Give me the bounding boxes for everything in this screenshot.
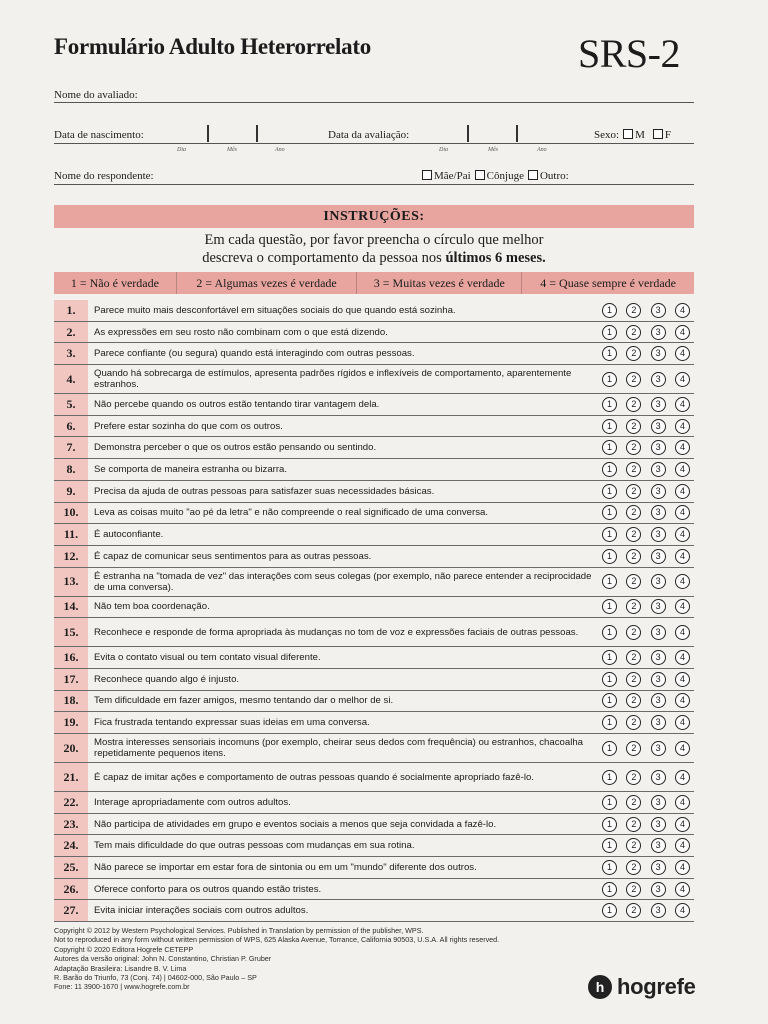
question-row (54, 691, 694, 713)
answer-options (602, 795, 694, 810)
question-row (54, 459, 694, 481)
answer-option-1[interactable]: 1 (602, 574, 617, 589)
question-number: 1. (54, 300, 88, 321)
question-text: Não tem boa coordenação. (94, 601, 210, 613)
question-number: 20. (54, 734, 88, 762)
answer-option-4[interactable]: 4 (675, 599, 690, 614)
answer-option-3[interactable]: 3 (651, 599, 666, 614)
answer-option-3[interactable]: 3 (651, 484, 666, 499)
question-row (54, 647, 694, 669)
answer-options (602, 903, 694, 918)
answer-option-4[interactable]: 4 (675, 741, 690, 756)
answer-option-4[interactable]: 4 (675, 770, 690, 785)
answer-option-2[interactable]: 2 (626, 715, 641, 730)
question-row (54, 857, 694, 879)
sex-label: Sexo: (594, 129, 620, 141)
answer-options (602, 527, 694, 542)
other-label: Outro: (539, 170, 569, 182)
scale-option-1: 1 = Não é verdade (70, 276, 159, 290)
instructions-period: últimos 6 meses. (445, 250, 546, 266)
answer-option-1[interactable]: 1 (602, 693, 617, 708)
question-number: 8. (54, 459, 88, 480)
answer-option-3[interactable]: 3 (651, 770, 666, 785)
answer-option-3[interactable]: 3 (651, 838, 666, 853)
question-text: Interage apropriadamente com outros adultos. (94, 796, 291, 808)
answer-option-4[interactable]: 4 (675, 303, 690, 318)
sex-m-checkbox[interactable] (623, 129, 633, 139)
question-text: Não parece se importar em estar fora de sintonia ou em um "mundo" diferente dos outros. (94, 861, 477, 873)
answer-option-3[interactable]: 3 (651, 574, 666, 589)
answer-option-2[interactable]: 2 (626, 549, 641, 564)
question-text: Reconhece e responde de forma apropriada às mudanças no tom de voz e expressões faciais de outras pessoas. (94, 626, 579, 638)
date-separator (516, 125, 518, 142)
answer-option-3[interactable]: 3 (651, 795, 666, 810)
answer-option-1[interactable]: 1 (602, 303, 617, 318)
answer-options (602, 372, 694, 387)
answer-options (602, 549, 694, 564)
question-text: Mostra interesses sensoriais incomuns (por exemplo, cheirar seus dedos com frequência) ou estranhos, chacoalha repetidamente pequenos itens. (94, 737, 583, 759)
answer-option-1[interactable]: 1 (602, 715, 617, 730)
answer-option-1[interactable]: 1 (602, 397, 617, 412)
question-number: 3. (54, 343, 88, 364)
scale-option-2: 2 = Algumas vezes é verdade (176, 272, 357, 294)
answer-option-1[interactable]: 1 (602, 882, 617, 897)
answer-option-4[interactable]: 4 (675, 574, 690, 589)
question-number: 18. (54, 691, 88, 712)
question-row (54, 568, 694, 597)
question-row (54, 524, 694, 546)
hogrefe-logo-text: hogrefe (617, 974, 696, 999)
answer-options (602, 484, 694, 499)
answer-option-4[interactable]: 4 (675, 715, 690, 730)
question-text: É capaz de imitar ações e comportamento de outras pessoas quando é socialmente apropriado fazê-lo. (94, 771, 534, 783)
parent-label: Mãe/Pai (434, 170, 471, 182)
instructions-line-1: Em cada questão, por favor preencha o círculo que melhor (204, 232, 544, 248)
answer-option-4[interactable]: 4 (675, 484, 690, 499)
question-number: 14. (54, 597, 88, 618)
footer-line: Fone: 11 3900-1670 | www.hogrefe.com.br (54, 982, 190, 992)
answer-options (602, 574, 694, 589)
answer-option-4[interactable]: 4 (675, 882, 690, 897)
question-number: 26. (54, 879, 88, 900)
instructions-text (54, 231, 694, 267)
question-row (54, 416, 694, 438)
answer-option-2[interactable]: 2 (626, 625, 641, 640)
answer-option-2[interactable]: 2 (626, 484, 641, 499)
spouse-label: Cônjuge (486, 170, 524, 182)
divider (54, 184, 694, 185)
answer-option-2[interactable]: 2 (626, 574, 641, 589)
hogrefe-logo (588, 974, 696, 1000)
question-row (54, 900, 694, 922)
question-number: 24. (54, 835, 88, 856)
answer-option-4[interactable]: 4 (675, 817, 690, 832)
question-text: Parece confiante (ou segura) quando está interagindo com outras pessoas. (94, 348, 415, 360)
answer-option-2[interactable]: 2 (626, 795, 641, 810)
answer-option-3[interactable]: 3 (651, 346, 666, 361)
answer-option-1[interactable]: 1 (602, 903, 617, 918)
response-scale (54, 272, 694, 294)
answer-options (602, 419, 694, 434)
birth-year-hint: Ano (275, 147, 285, 153)
instructions-title: INSTRUÇÕES: (54, 205, 694, 228)
answer-options (602, 693, 694, 708)
answer-options (602, 346, 694, 361)
answer-options (602, 599, 694, 614)
question-number: 4. (54, 365, 88, 393)
answer-option-1[interactable]: 1 (602, 770, 617, 785)
question-number: 6. (54, 416, 88, 437)
divider (54, 102, 694, 103)
answer-option-3[interactable]: 3 (651, 672, 666, 687)
answer-option-2[interactable]: 2 (626, 817, 641, 832)
answer-option-1[interactable]: 1 (602, 527, 617, 542)
birth-date-label: Data de nascimento: (54, 129, 144, 141)
question-text: Oferece conforto para os outros quando estão tristes. (94, 883, 322, 895)
answer-option-4[interactable]: 4 (675, 397, 690, 412)
form-title: Formulário Adulto Heterorrelato (54, 34, 371, 59)
question-row (54, 481, 694, 503)
question-text: Não participa de atividades em grupo e eventos sociais a menos que seja convidada a fazê-lo. (94, 818, 497, 830)
answer-options (602, 770, 694, 785)
answer-option-2[interactable]: 2 (626, 527, 641, 542)
birth-month-hint: Mês (227, 147, 237, 153)
answer-option-1[interactable]: 1 (602, 419, 617, 434)
eval-date-label: Data da avaliação: (328, 129, 410, 141)
question-row (54, 669, 694, 691)
footer-line: Autores da versão original: John N. Constantino, Christian P. Gruber (54, 954, 272, 964)
spouse-checkbox[interactable] (475, 170, 485, 180)
date-separator (467, 125, 469, 142)
answer-option-1[interactable]: 1 (602, 860, 617, 875)
question-row (54, 618, 694, 647)
copyright-footer (54, 926, 614, 992)
answer-option-1[interactable]: 1 (602, 817, 617, 832)
birth-day-hint: Dia (177, 147, 186, 153)
question-number: 15. (54, 618, 88, 646)
question-number: 13. (54, 568, 88, 596)
answer-option-4[interactable]: 4 (675, 419, 690, 434)
answer-option-3[interactable]: 3 (651, 860, 666, 875)
question-text: É capaz de comunicar seus sentimentos para as outras pessoas. (94, 550, 372, 562)
answer-option-2[interactable]: 2 (626, 599, 641, 614)
answer-option-3[interactable]: 3 (651, 625, 666, 640)
answer-option-3[interactable]: 3 (651, 741, 666, 756)
answer-option-3[interactable]: 3 (651, 397, 666, 412)
answer-option-1[interactable]: 1 (602, 838, 617, 853)
answer-option-3[interactable]: 3 (651, 303, 666, 318)
answer-option-3[interactable]: 3 (651, 462, 666, 477)
answer-option-2[interactable]: 2 (626, 650, 641, 665)
scale-option-4: 4 = Quase sempre é verdade (521, 272, 694, 294)
answer-options (602, 838, 694, 853)
question-row (54, 437, 694, 459)
question-row (54, 734, 694, 763)
question-number: 16. (54, 647, 88, 668)
answer-options (602, 650, 694, 665)
answer-option-2[interactable]: 2 (626, 672, 641, 687)
question-row (54, 365, 694, 394)
answer-option-4[interactable]: 4 (675, 693, 690, 708)
answer-options (602, 741, 694, 756)
answer-option-3[interactable]: 3 (651, 325, 666, 340)
answer-options (602, 440, 694, 455)
divider (54, 143, 694, 144)
answer-option-3[interactable]: 3 (651, 817, 666, 832)
question-row (54, 546, 694, 568)
question-row (54, 879, 694, 901)
sex-m-label: M (635, 129, 645, 141)
answer-options (602, 672, 694, 687)
form-code: SRS-2 (578, 31, 680, 76)
answer-options (602, 462, 694, 477)
evaluated-name-label: Nome do avaliado: (54, 89, 138, 101)
answer-option-3[interactable]: 3 (651, 715, 666, 730)
answer-option-4[interactable]: 4 (675, 549, 690, 564)
question-number: 10. (54, 503, 88, 524)
question-text: Prefere estar sozinha do que com os outros. (94, 420, 283, 432)
question-text: Precisa da ajuda de outras pessoas para satisfazer suas necessidades básicas. (94, 485, 435, 497)
question-row (54, 835, 694, 857)
question-text: É autoconfiante. (94, 529, 164, 541)
answer-options (602, 303, 694, 318)
question-row (54, 814, 694, 836)
question-number: 22. (54, 792, 88, 813)
other-checkbox[interactable] (528, 170, 538, 180)
answer-option-2[interactable]: 2 (626, 462, 641, 477)
answer-options (602, 625, 694, 640)
question-text: Evita o contato visual ou tem contato visual diferente. (94, 652, 321, 664)
answer-option-1[interactable]: 1 (602, 325, 617, 340)
answer-option-1[interactable]: 1 (602, 505, 617, 520)
question-number: 27. (54, 900, 88, 921)
answer-option-1[interactable]: 1 (602, 672, 617, 687)
answer-option-3[interactable]: 3 (651, 903, 666, 918)
answer-option-1[interactable]: 1 (602, 741, 617, 756)
question-number: 12. (54, 546, 88, 567)
footer-line: Adaptação Brasileira: Lisandre B. V. Lima (54, 963, 187, 973)
answer-option-4[interactable]: 4 (675, 505, 690, 520)
question-text: Parece muito mais desconfortável em situações sociais do que quando está sozinha. (94, 304, 456, 316)
footer-line: Copyright © 2012 by Western Psychological Services. Published in Translation by permission of the publisher, WPS. (54, 926, 424, 935)
answer-option-3[interactable]: 3 (651, 882, 666, 897)
answer-option-1[interactable]: 1 (602, 484, 617, 499)
question-text: Demonstra perceber o que os outros estão pensando ou sentindo. (94, 442, 377, 454)
answer-options (602, 325, 694, 340)
answer-option-4[interactable]: 4 (675, 325, 690, 340)
instructions-line-2-text: descreva o comportamento da pessoa nos (202, 250, 446, 266)
answer-option-4[interactable]: 4 (675, 625, 690, 640)
question-number: 25. (54, 857, 88, 878)
answer-option-3[interactable]: 3 (651, 372, 666, 387)
answer-option-4[interactable]: 4 (675, 903, 690, 918)
answer-option-2[interactable]: 2 (626, 397, 641, 412)
question-list (54, 300, 694, 922)
question-number: 9. (54, 481, 88, 502)
instructions-line-2 (54, 249, 694, 267)
answer-option-4[interactable]: 4 (675, 440, 690, 455)
answer-options (602, 860, 694, 875)
answer-option-4[interactable]: 4 (675, 372, 690, 387)
eval-month-hint: Mês (488, 147, 498, 153)
answer-option-2[interactable]: 2 (626, 882, 641, 897)
answer-option-1[interactable]: 1 (602, 795, 617, 810)
question-row (54, 712, 694, 734)
answer-option-4[interactable]: 4 (675, 795, 690, 810)
question-text: É estranha na "tomada de vez" das interações com seus colegas (por exemplo, não parece entender a reciprocidade de uma conversa). (94, 570, 592, 593)
answer-option-4[interactable]: 4 (675, 672, 690, 687)
question-row (54, 343, 694, 365)
question-row (54, 322, 694, 344)
question-row (54, 394, 694, 416)
question-number: 11. (54, 524, 88, 545)
question-text: Quando há sobrecarga de estímulos, apresenta padrões rígidos e inflexíveis de comportamento, aparentemente estranhos. (94, 368, 572, 391)
answer-option-2[interactable]: 2 (626, 838, 641, 853)
answer-option-1[interactable]: 1 (602, 625, 617, 640)
question-row (54, 597, 694, 619)
question-row (54, 503, 694, 525)
question-text: Reconhece quando algo é injusto. (94, 673, 240, 685)
question-number: 5. (54, 394, 88, 415)
question-row (54, 763, 694, 792)
sex-f-label: F (664, 129, 671, 141)
date-separator (256, 125, 258, 142)
answer-option-2[interactable]: 2 (626, 505, 641, 520)
question-row (54, 792, 694, 814)
answer-option-4[interactable]: 4 (675, 527, 690, 542)
hogrefe-logo-icon: h (588, 975, 612, 999)
answer-option-1[interactable]: 1 (602, 650, 617, 665)
answer-option-1[interactable]: 1 (602, 440, 617, 455)
answer-option-2[interactable]: 2 (626, 693, 641, 708)
answer-options (602, 882, 694, 897)
answer-options (602, 817, 694, 832)
answer-option-2[interactable]: 2 (626, 440, 641, 455)
relationship-options (418, 170, 694, 182)
date-separator (207, 125, 209, 142)
footer-line: R. Barão do Triunfo, 73 (Conj. 74) | 04602-000, São Paulo – SP (54, 973, 257, 983)
answer-option-4[interactable]: 4 (675, 860, 690, 875)
answer-options (602, 505, 694, 520)
answer-option-2[interactable]: 2 (626, 860, 641, 875)
answer-option-3[interactable]: 3 (651, 440, 666, 455)
question-text: Evita iniciar interações sociais com outros adultos. (94, 905, 309, 917)
question-number: 17. (54, 669, 88, 690)
answer-option-1[interactable]: 1 (602, 599, 617, 614)
answer-option-2[interactable]: 2 (626, 741, 641, 756)
answer-option-4[interactable]: 4 (675, 838, 690, 853)
question-number: 2. (54, 322, 88, 343)
answer-option-4[interactable]: 4 (675, 462, 690, 477)
question-text: Se comporta de maneira estranha ou bizarra. (94, 463, 288, 475)
sex-field (594, 129, 694, 141)
answer-options (602, 715, 694, 730)
question-row (54, 300, 694, 322)
answer-option-3[interactable]: 3 (651, 505, 666, 520)
answer-options (602, 397, 694, 412)
sex-f-checkbox[interactable] (653, 129, 663, 139)
answer-option-4[interactable]: 4 (675, 346, 690, 361)
footer-line: Copyright © 2020 Editora Hogrefe CETEPP (54, 944, 194, 954)
question-number: 7. (54, 437, 88, 458)
answer-option-3[interactable]: 3 (651, 693, 666, 708)
answer-option-1[interactable]: 1 (602, 549, 617, 564)
question-number: 23. (54, 814, 88, 835)
answer-option-3[interactable]: 3 (651, 650, 666, 665)
answer-option-4[interactable]: 4 (675, 650, 690, 665)
answer-option-1[interactable]: 1 (602, 462, 617, 477)
answer-option-2[interactable]: 2 (626, 303, 641, 318)
answer-option-2[interactable]: 2 (626, 419, 641, 434)
eval-day-hint: Dia (439, 147, 448, 153)
answer-option-1[interactable]: 1 (602, 346, 617, 361)
parent-checkbox[interactable] (422, 170, 432, 180)
question-number: 19. (54, 712, 88, 733)
question-text: Tem mais dificuldade do que outras pessoas com mudanças em sua rotina. (94, 840, 415, 852)
question-text: Leva as coisas muito "ao pé da letra" e não compreende o real significado de uma conversa. (94, 507, 488, 519)
evaluated-name-field[interactable] (54, 89, 694, 101)
question-text: Não percebe quando os outros estão tentando tirar vantagem dela. (94, 398, 380, 410)
eval-date-label-wrap (328, 129, 448, 141)
answer-option-1[interactable]: 1 (602, 372, 617, 387)
question-text: As expressões em seu rosto não combinam com o que está dizendo. (94, 326, 388, 338)
eval-year-hint: Ano (537, 147, 547, 153)
answer-option-2[interactable]: 2 (626, 903, 641, 918)
answer-option-2[interactable]: 2 (626, 346, 641, 361)
respondent-label: Nome do respondente: (54, 170, 154, 182)
answer-option-3[interactable]: 3 (651, 549, 666, 564)
answer-option-2[interactable]: 2 (626, 325, 641, 340)
footer-line: Not to reproduced in any form without written permission of WPS, 625 Alaska Avenue, Torrance, California 90503, U.S.A. All rights reserved. (54, 935, 500, 945)
answer-option-2[interactable]: 2 (626, 770, 641, 785)
scale-option-3: 3 = Muitas vezes é verdade (356, 272, 521, 294)
answer-option-3[interactable]: 3 (651, 419, 666, 434)
question-text: Tem dificuldade em fazer amigos, mesmo tentando dar o melhor de si. (94, 695, 394, 707)
question-number: 21. (54, 763, 88, 791)
question-text: Fica frustrada tentando expressar suas ideias em uma conversa. (94, 717, 370, 729)
answer-option-2[interactable]: 2 (626, 372, 641, 387)
answer-option-3[interactable]: 3 (651, 527, 666, 542)
